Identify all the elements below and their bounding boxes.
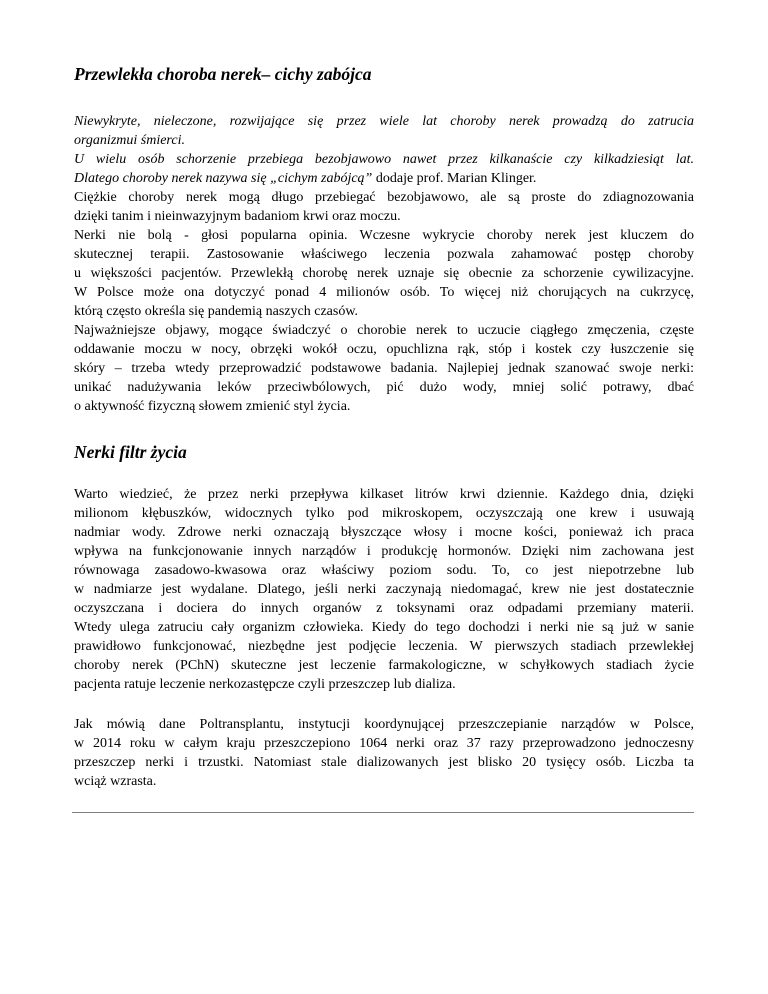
text-line: [74, 169, 694, 188]
text-line: oddawanie moczu w nocy, obrzęki wokół oczu, opuchlizna rąk, stóp i kostek czy łuszczenie się: [74, 342, 694, 357]
text-line: Jak mówią dane Poltransplantu, instytucji koordynującej przeszczepianie narządów w Polsce,: [74, 717, 694, 732]
text-line: u większości pacjentów. Przewlekłą chorobę nerek uznaje się obecnie za schorzenie cywilizacyjne.: [74, 266, 694, 281]
text-line: W Polsce może ona dotyczyć ponad 4 milionów osób. To więcej niż chorujących na cukrzycę,: [74, 285, 694, 300]
text-line: równowaga zasadowo-kwasowa oraz właściwy poziom sodu. To, co jest niepotrzebne lub: [74, 563, 694, 578]
text-line: wpływa na funkcjonowanie innych narządów i produkcję hormonów. Dzięki nim zachowana jest: [74, 544, 694, 559]
text-line: przeszczep nerki i trzustki. Natomiast stale dializowanych jest blisko 20 tysięcy osób. Liczba ta: [74, 755, 694, 770]
text-line: nadmiar wody. Zdrowe nerki oznaczają błyszczące włosy i mocne kości, ponieważ ich praca: [74, 525, 694, 540]
text-line: unikać nadużywania leków przeciwbólowych, pić dużo wody, mniej solić potrawy, dbać: [74, 380, 694, 395]
text-line: oczyszczana i dociera do innych organów z toksynami oraz odpadami przemiany materii.: [74, 601, 694, 616]
text-line: skóry – trzeba wtedy przeprowadzić podstawowe badania. Najlepiej jednak szanować swoje nerki:: [74, 361, 694, 376]
text-line: prawidłowo funkcjonować, niezbędne jest podjęcie leczenia. W pierwszych stadiach przewlekłej: [74, 639, 694, 654]
text-line: milionom kłębuszków, widocznych tylko pod mikroskopem, oczyszczają one krew i usuwają: [74, 506, 694, 521]
section-title: Przewlekła choroba nerek– cichy zabójca: [74, 64, 372, 84]
text-line: Nerki nie bolą - głosi popularna opinia. Wczesne wykrycie choroby nerek jest kluczem do: [74, 228, 694, 243]
text-line: Najważniejsze objawy, mogące świadczyć o chorobie nerek to uczucie ciągłego zmęczenia, częste: [74, 323, 694, 338]
body-paragraph: [74, 715, 694, 791]
text-line: Ciężkie choroby nerek mogą długo przebiegać bezobjawowo, ale są proste do zdiagnozowania: [74, 190, 694, 205]
text-line: wciąż wzrasta.: [74, 774, 157, 789]
text-line: Wtedy ulega zatruciu cały organizm człowieka. Kiedy do tego dochodzi i nerki nie są już w sanie: [74, 620, 694, 635]
text-line: pacjenta ratuje leczenie nerkozastępcze czyli przeszczep lub dializa.: [74, 677, 456, 692]
text-line: którą często określa się pandemią naszych czasów.: [74, 304, 359, 319]
section-title: Nerki filtr życia: [74, 442, 187, 462]
text-line: choroby nerek (PChN) skuteczne jest leczenie farmakologiczne, w schyłkowych stadiach życie: [74, 658, 694, 673]
divider: [72, 812, 694, 813]
text-line: skutecznej terapii. Zastosowanie właściwego leczenia pozwala zahamować postęp choroby: [74, 247, 694, 262]
text-line: Warto wiedzieć, że przez nerki przepływa kilkaset litrów krwi dziennie. Każdego dnia, dzięki: [74, 487, 694, 502]
text-line: U wielu osób schorzenie przebiega bezobjawowo nawet przez kilkanaście czy kilkadziesiąt lat.: [74, 152, 694, 167]
text-line: dzięki tanim i nieinwazyjnym badaniom krwi oraz moczu.: [74, 209, 401, 224]
text-line: w nadmiarze jest wydalane. Dlatego, jeśli nerki zaczynają niedomagać, krew nie jest dostatecznie: [74, 582, 694, 597]
quote-text: Dlatego choroby nerek nazywa się „cichym zabójcą”: [74, 171, 373, 186]
text-line: o aktywność fizyczną słowem zmienić styl życia.: [74, 399, 351, 414]
text-line: Niewykryte, nieleczone, rozwijające się przez wiele lat choroby nerek prowadzą do zatrucia: [74, 114, 694, 129]
attribution-text: dodaje prof. Marian Klinger.: [372, 171, 537, 186]
text-line: w 2014 roku w całym kraju przeszczepiono 1064 nerki oraz 37 razy przeprowadzono jednoczesny: [74, 736, 694, 751]
text-line: organizmui śmierci.: [74, 133, 185, 148]
intro-paragraph: [74, 112, 694, 416]
body-paragraph: [74, 485, 694, 694]
